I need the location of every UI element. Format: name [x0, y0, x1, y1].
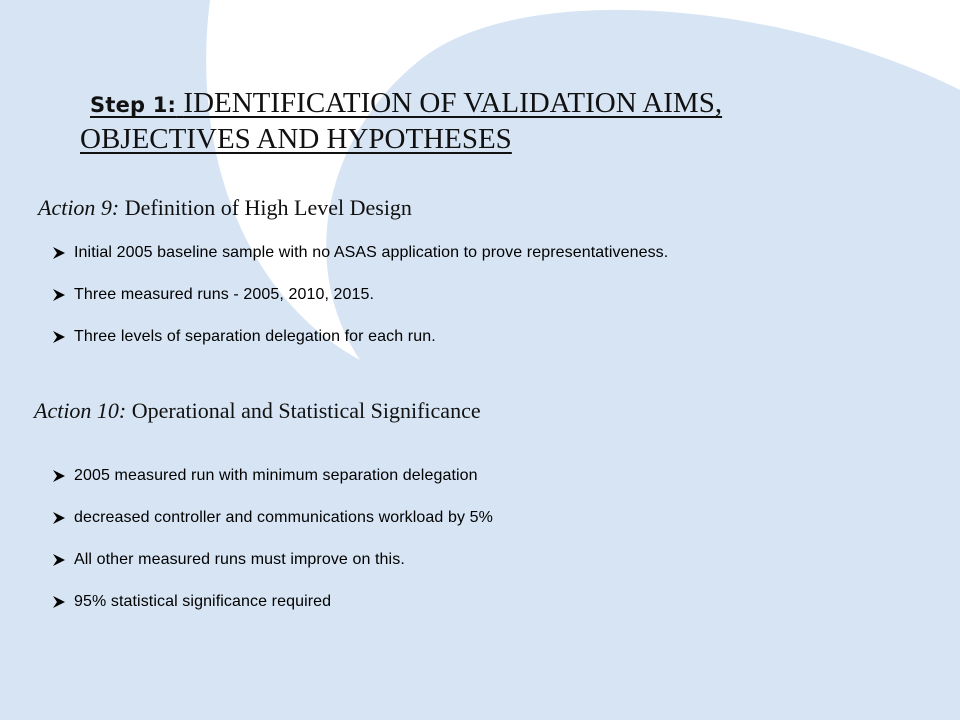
- action10-bullet-list: [52, 466, 493, 634]
- step-label: Step 1:: [90, 93, 177, 117]
- action9-bullet-list: [52, 243, 668, 369]
- slide-title: [80, 86, 920, 156]
- action9-text: Definition of High Level Design: [124, 195, 412, 220]
- title-line2: OBJECTIVES AND HYPOTHESES: [80, 123, 512, 155]
- bullet-text: decreased controller and communications workload by 5%: [74, 509, 493, 526]
- bullet-text: Three measured runs - 2005, 2010, 2015.: [74, 286, 375, 303]
- arrowhead-bullet-icon: [52, 511, 66, 525]
- arrowhead-bullet-icon: [52, 288, 66, 302]
- list-item: [52, 243, 668, 285]
- arrowhead-bullet-icon: [52, 330, 66, 344]
- action9-heading: [38, 195, 412, 221]
- action10-heading: [34, 398, 481, 424]
- list-item: [52, 327, 668, 369]
- bullet-text: 95% statistical significance required: [74, 593, 332, 610]
- list-item: [52, 466, 493, 508]
- bullet-text: Initial 2005 baseline sample with no ASAS application to prove representativeness.: [74, 244, 669, 261]
- action10-label: Action 10:: [34, 398, 127, 423]
- arrowhead-bullet-icon: [52, 469, 66, 483]
- title-line1: IDENTIFICATION OF VALIDATION AIMS,: [183, 87, 723, 119]
- list-item: [52, 508, 493, 550]
- arrowhead-bullet-icon: [52, 246, 66, 260]
- bullet-text: All other measured runs must improve on this.: [74, 551, 405, 568]
- list-item: [52, 550, 493, 592]
- action9-label: Action 9:: [38, 195, 120, 220]
- action10-text: Operational and Statistical Significance: [131, 398, 481, 423]
- arrowhead-bullet-icon: [52, 595, 66, 609]
- list-item: [52, 285, 668, 327]
- list-item: [52, 592, 493, 634]
- arrowhead-bullet-icon: [52, 553, 66, 567]
- bullet-text: Three levels of separation delegation for each run.: [74, 328, 436, 345]
- bullet-text: 2005 measured run with minimum separation delegation: [74, 467, 478, 484]
